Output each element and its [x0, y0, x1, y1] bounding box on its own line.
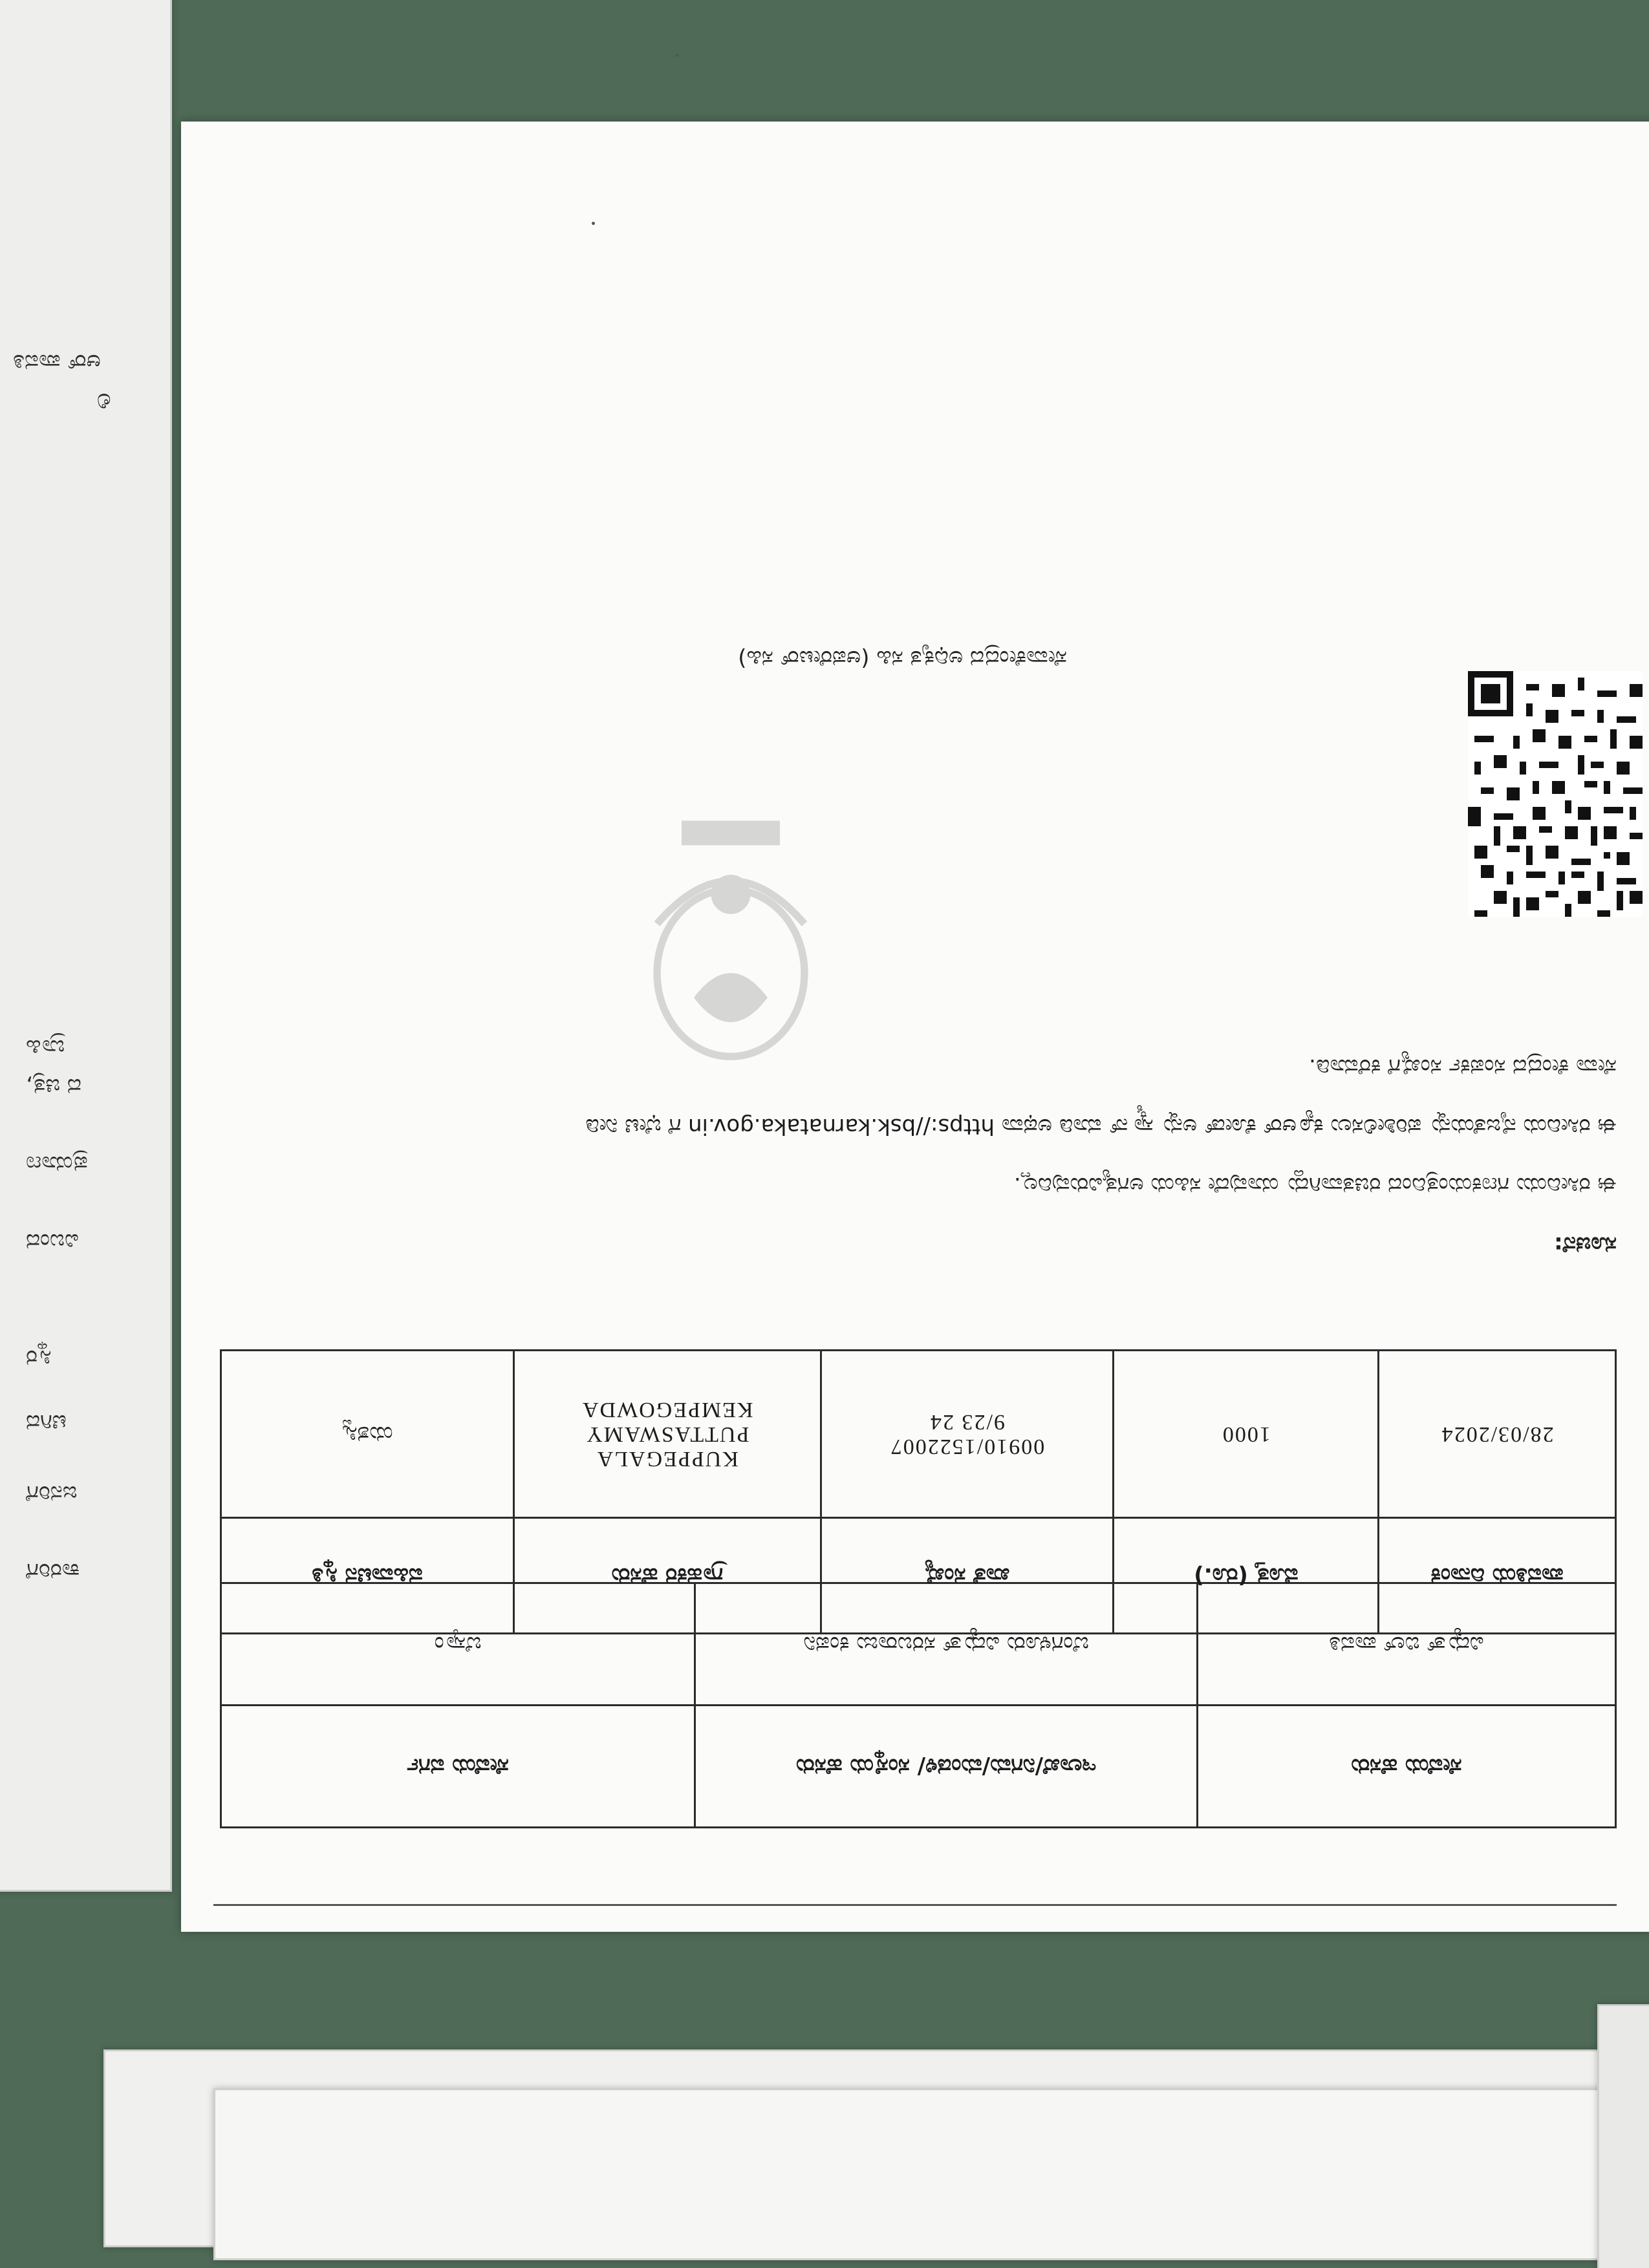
service-name-header: ಸೇವೆಯ ಹೆಸರು	[1197, 1706, 1615, 1828]
back-text-3: ಬ್ರಾಹಿ	[26, 1034, 65, 1060]
transaction-status: ಯಶಸ್ವಿ	[221, 1351, 514, 1518]
emblem-watermark-icon	[608, 800, 854, 1072]
note-verify-link: ಈ ರಸೀದಿಯ ನೈಜತೆಯನ್ನು ಪರಿಶೀಲಿಸಲು ಕ್ಯೂಆರ್ ಕೋಡ್ ಅನ್ನು ಸ್ಕ್ಯಾನ್ ಮಾಡಿ ಅಥವಾ https://bsk.karnataka.gov.in ಗೆ ಭೇಟಿ ನೀಡಿ	[585, 1113, 1617, 1139]
customer-name-line-2: PUTTASWAMY	[585, 1422, 749, 1446]
note-contact: ಸೇವಾ ಕೇಂದ್ರದ ಸಂಪರ್ಕ ಸಂಖ್ಯೆಗೆ ಕರೆಮಾಡಿ.	[1309, 1054, 1617, 1080]
account-number	[821, 1351, 1114, 1518]
qr-code-icon	[1468, 671, 1643, 917]
col-amount: ಮೊತ್ತ (ರೂ.)	[1114, 1518, 1379, 1634]
payment-table	[220, 1349, 1617, 1634]
back-text-6: ವಿಬಂದ	[26, 1228, 79, 1254]
back-text-7: ಸ್ಥಿರ	[26, 1345, 52, 1371]
scan-dot-1	[676, 54, 679, 57]
note-computer-generated: ಈ ರಸೀದಿಯು ಗಣಕಯಂತ್ರದಿಂದ ರಚಿತವಾಗಿದ್ದು ಯಾವುದೇ ಸಹಿಯ ಅಗತ್ಯವಿರುವುದಿಲ್ಲ.	[1013, 1172, 1617, 1199]
back-text-2: ಲಿ	[97, 388, 111, 414]
receipt-frame	[213, 122, 1617, 1932]
account-line-2: 9/23 24	[929, 1410, 1005, 1434]
payment-amount: 1000	[1114, 1351, 1379, 1518]
col-status: ವಹಿವಾಟಿನ ಸ್ಥಿತಿ	[221, 1518, 514, 1634]
service-name-value: ವಿದ್ಯುತ್ ಬಿಲ್ ಪಾವತಿ	[1197, 1583, 1615, 1706]
notes-label: ಸೂಚನೆ:	[1554, 1232, 1617, 1257]
customer-name	[513, 1351, 821, 1518]
department-value: ಬೆಂಗಳೂರು ವಿದ್ಯುತ್ ಸರಬರಾಜು ಕಂಪನಿ	[695, 1583, 1198, 1706]
service-category-header: ಸೇವೆಯ ವರ್ಗ	[221, 1706, 695, 1828]
back-text-8: ಟಿಗಿದ	[26, 1409, 67, 1435]
customer-name-line-1: KUPPEGALA	[596, 1447, 738, 1471]
customer-name-line-3: KEMPEGOWDA	[581, 1398, 753, 1422]
service-category-value: ಬೆಸ್ಕಾಂ	[221, 1583, 695, 1706]
back-text-5: ಪ್ರಯಾಣ	[26, 1151, 88, 1177]
account-line-1: 00910/1522007	[889, 1435, 1045, 1459]
back-text-1: ಆರ್ ಪಾವತಿ	[13, 349, 101, 375]
col-customer: ಗ್ರಾಹಕರ ಹೆಸರು	[513, 1518, 821, 1634]
scan-dot-2	[592, 222, 595, 225]
payment-date: 28/03/2024	[1379, 1351, 1616, 1518]
back-text-9: ಜನರಿಗೆ	[26, 1481, 78, 1506]
department-header: ಇಲಾಖೆ/ನಿಗಮ/ಮಂಡಳಿ/ ಸಂಸ್ಥೆಯ ಹೆಸರು	[695, 1706, 1198, 1828]
col-account: ಖಾತೆ ಸಂಖ್ಯೆ	[821, 1518, 1114, 1634]
back-text-4: ದ ಚಿತ್ರ,	[26, 1073, 81, 1099]
receipt-page	[181, 122, 1649, 1932]
authorized-signature-label: ಸೇವಾಕೇಂದ್ರದ ಅಧಿಕೃತ ಸಹಿ (ಆಪರೇಟರ್ ಸಹಿ)	[738, 645, 1067, 671]
back-text-10: ಕಾರರಿಗೆ	[26, 1558, 80, 1584]
top-rule	[213, 1904, 1617, 1906]
notes-section	[220, 1023, 1617, 1259]
col-date: ಪಾವತಿಯ ದಿನಾಂಕ	[1379, 1518, 1616, 1634]
